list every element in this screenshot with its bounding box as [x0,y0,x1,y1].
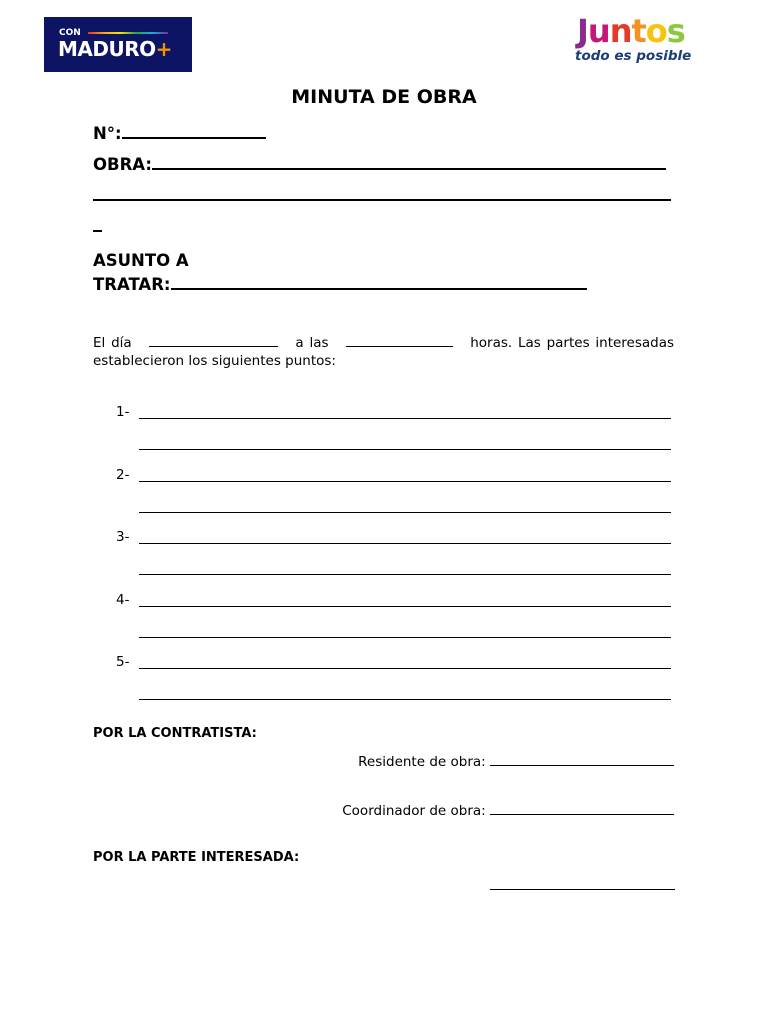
intro-el-dia: El día [93,335,132,351]
logo-color-stripe [88,32,168,34]
residente-label: Residente de obra: [358,754,486,770]
obra-blank[interactable] [152,152,666,170]
intro-horas: horas. Las partes interesadas establecieron los siguientes puntos: [93,335,675,369]
residente-field [358,752,674,770]
logo-letter: o [645,12,667,50]
intro-paragraph [93,333,674,370]
obra-field [93,152,666,174]
logo-letter: s [666,12,685,50]
point-blank-line[interactable] [139,699,671,700]
number-label: N°: [93,124,122,143]
obra-blank-line-2[interactable] [93,199,671,201]
coordinador-blank[interactable] [490,801,674,815]
logo-prefix: CON [59,28,81,38]
juntos-logo [575,12,735,66]
point-blank-line[interactable] [139,449,671,450]
contratista-heading: POR LA CONTRATISTA: [93,726,257,741]
date-blank[interactable] [149,333,278,347]
logo-letter: t [631,12,646,50]
obra-label: OBRA: [93,155,152,174]
residente-blank[interactable] [490,752,674,766]
point-number: 5- [116,654,130,670]
logo-letter: u [587,12,610,50]
intro-a-las: a las [295,335,329,351]
asunto-field [93,272,587,294]
point-blank-line[interactable] [139,606,671,607]
obra-blank-line-3[interactable] [93,230,102,232]
logo-name: MADURO+ [58,37,172,61]
coordinador-field [342,801,674,819]
point-blank-line[interactable] [139,574,671,575]
point-blank-line[interactable] [139,481,671,482]
point-blank-line[interactable] [139,512,671,513]
point-blank-line[interactable] [139,418,671,419]
number-blank[interactable] [122,121,266,139]
document-title: MINUTA DE OBRA [291,86,477,108]
interesada-heading: POR LA PARTE INTERESADA: [93,850,300,865]
logo-letter: J [577,12,588,50]
logo-tagline: todo es posible [575,48,692,64]
asunto-blank[interactable] [171,272,587,290]
logo-juntos-word [577,12,685,50]
logo-letter: n [609,12,632,50]
coordinador-label: Coordinador de obra: [342,803,486,819]
asunto-label-line2: TRATAR: [93,275,171,294]
point-number: 3- [116,529,130,545]
number-field [93,121,266,143]
point-blank-line[interactable] [139,668,671,669]
interesada-signature-blank[interactable] [490,889,675,890]
asunto-label-line1: ASUNTO A [93,251,189,270]
time-blank[interactable] [346,333,453,347]
point-blank-line[interactable] [139,543,671,544]
point-number: 4- [116,591,130,608]
point-number: 1- [116,404,130,420]
point-blank-line[interactable] [139,637,671,638]
con-maduro-logo [44,17,192,72]
point-number: 2- [116,466,130,483]
